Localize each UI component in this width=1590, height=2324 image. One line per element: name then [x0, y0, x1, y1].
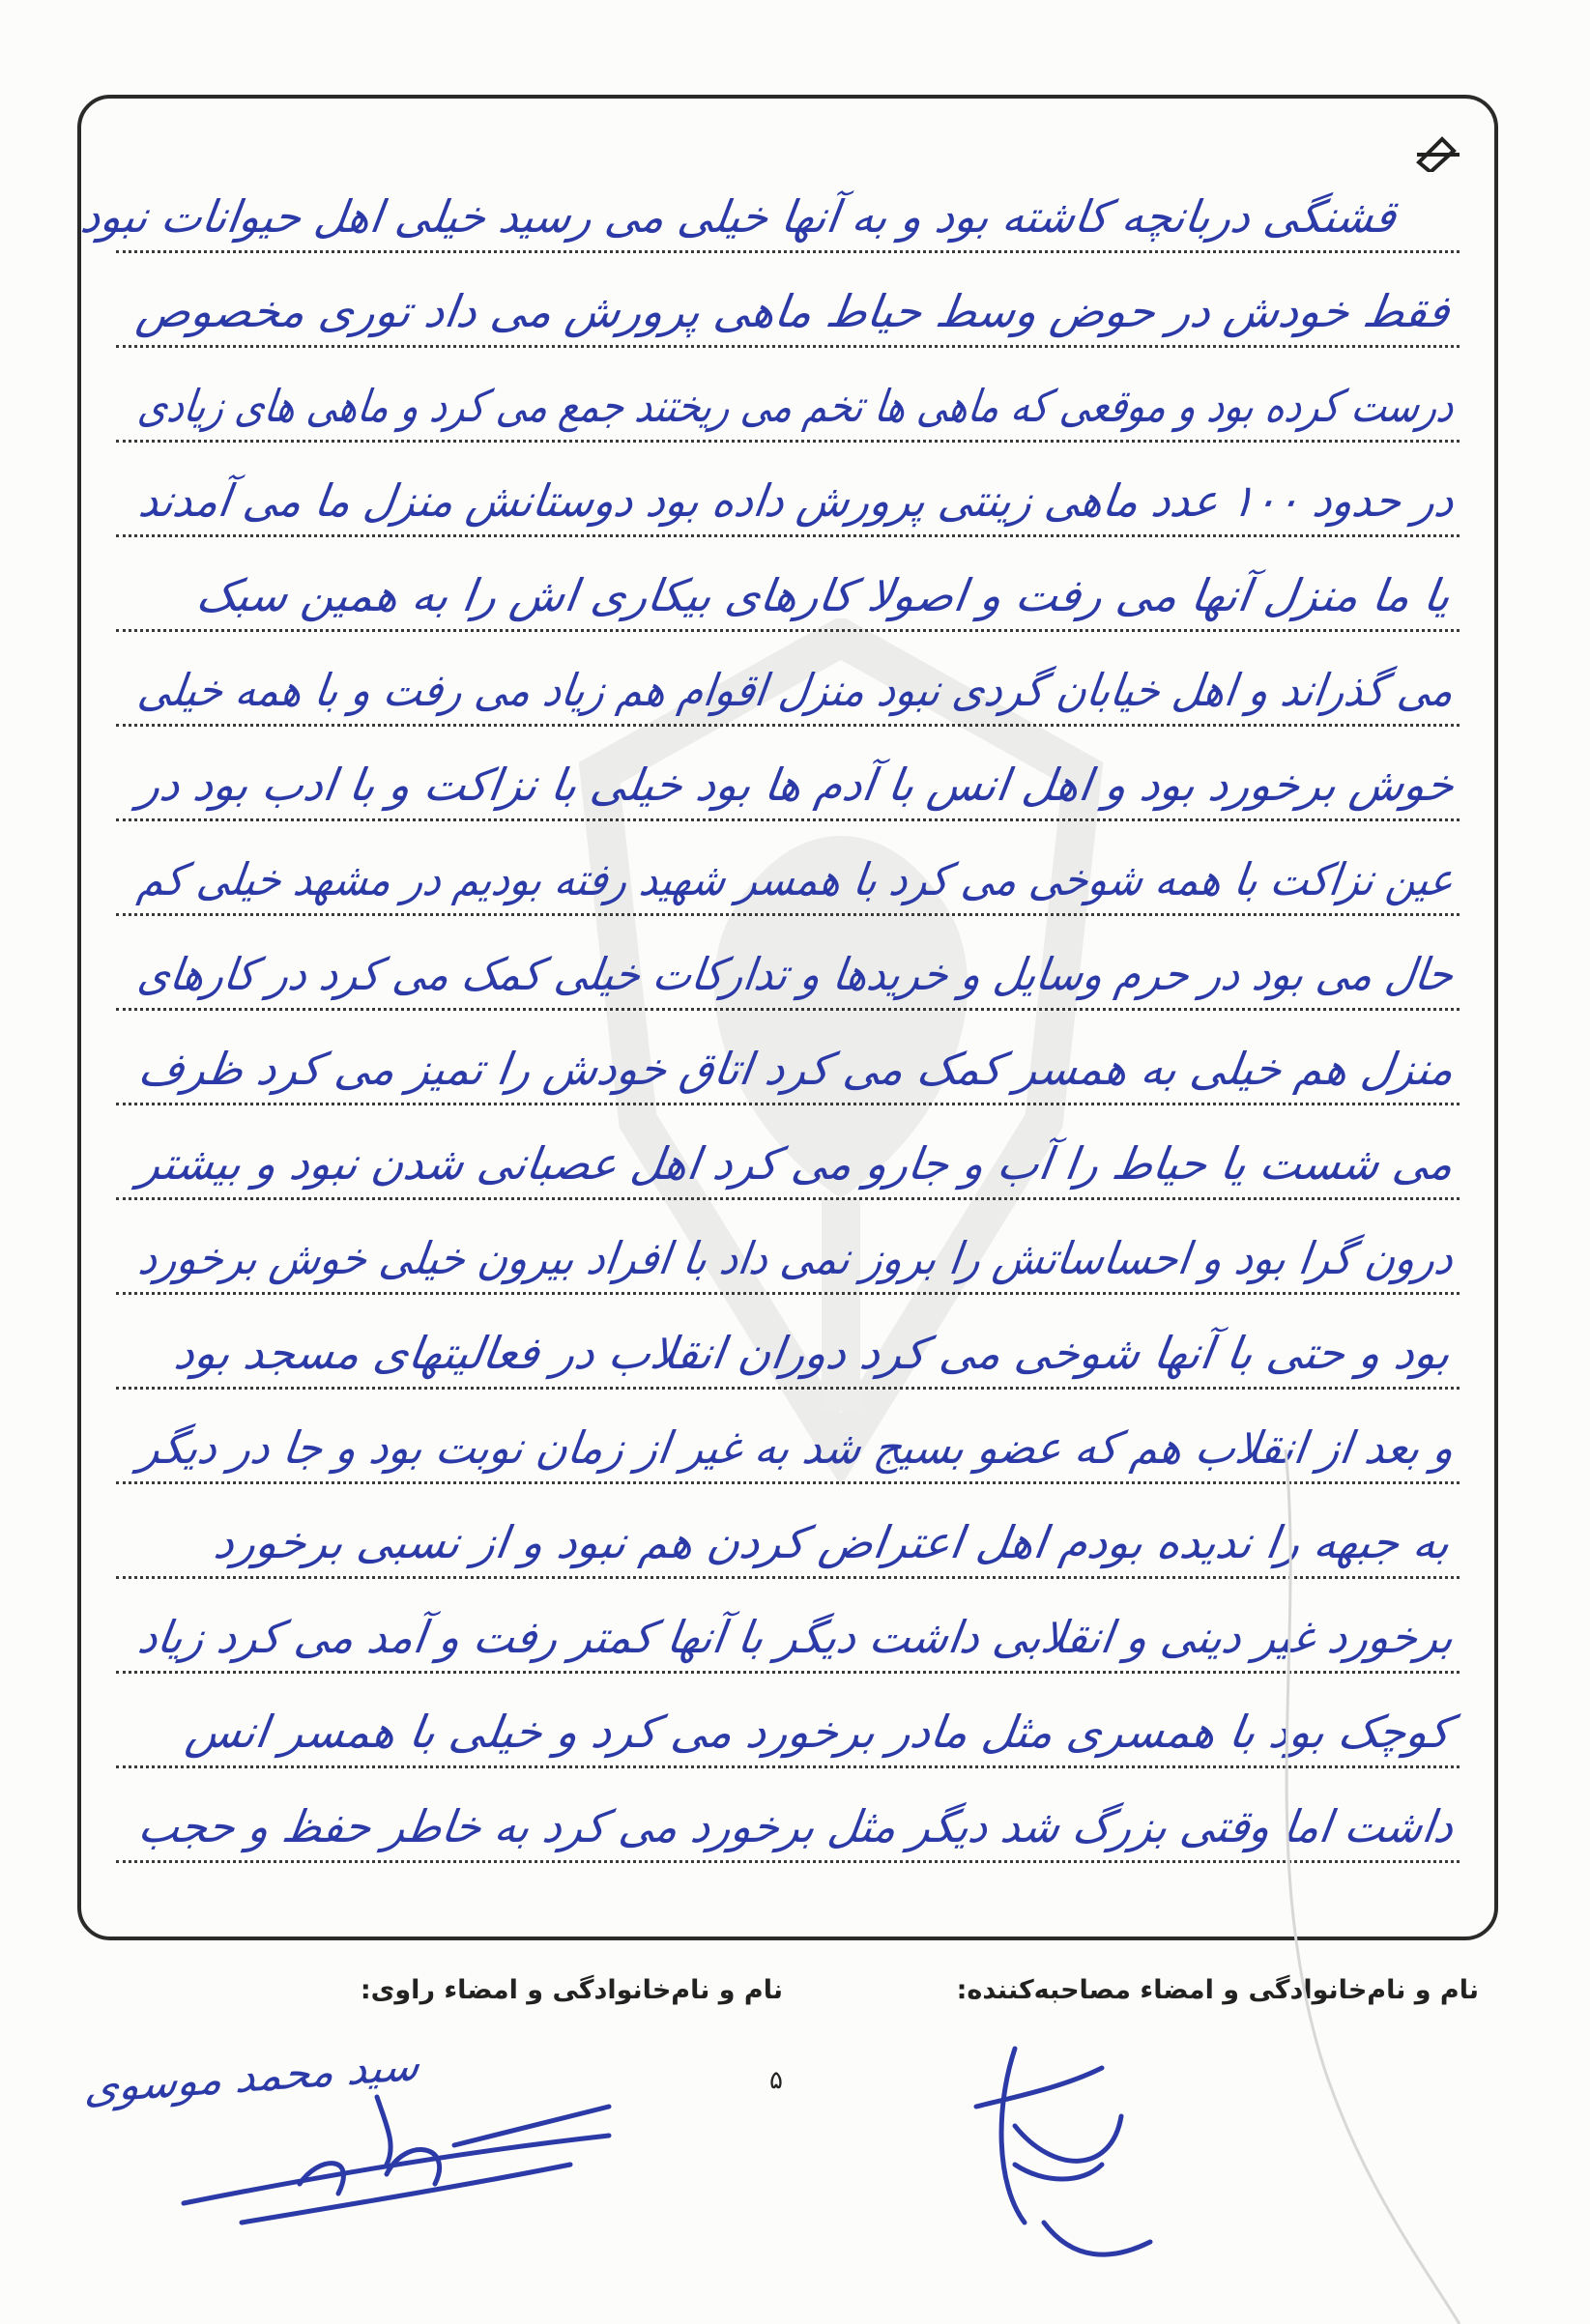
text-line — [116, 837, 1460, 916]
handwritten-line: کوچک بود با همسری مثل مادر برخورد می کرد و خیلی با همسر انس — [182, 1706, 1454, 1758]
handwritten-line: درون گرا بود و احساساتش را بروز نمی داد با افراد بیرون خیلی خوش برخورد — [135, 1232, 1458, 1284]
narrator-name-handwritten: سید محمد موسوی — [82, 2041, 422, 2113]
text-line — [116, 1026, 1460, 1105]
handwritten-line: می گذراند و اهل خیابان گردی نبود منزل اقوام هم زیاد می رفت و با همه خیلی — [134, 664, 1458, 716]
handwritten-line: به جبهه را ندیده بودم اهل اعتراض کردن هم نبود و از نسبی برخورد — [211, 1516, 1454, 1568]
text-line — [116, 363, 1460, 443]
text-line — [116, 932, 1460, 1011]
handwritten-line: منزل هم خیلی به همسر کمک می کرد اتاق خودش را تمیز می کرد ظرف — [135, 1043, 1458, 1095]
handwritten-line: داشت اما وقتی بزرگ شد دیگر مثل برخورد می کرد به خاطر حفظ و حجب — [135, 1800, 1458, 1852]
page-number: ۵ — [769, 2066, 783, 2095]
handwritten-line: قشنگی دربانچه کاشته بود و به آنها خیلی می رسید خیلی اهل حیوانات نبود — [77, 190, 1400, 243]
handwritten-line: درست کرده بود و موقعی که ماهی ها تخم می ریختند جمع می کرد و ماهی های زیادی — [134, 380, 1458, 432]
text-line — [116, 458, 1460, 537]
pen-icon — [1415, 133, 1461, 172]
text-line — [116, 647, 1460, 727]
text-line — [116, 1216, 1460, 1295]
handwritten-line: و بعد از انقلاب هم که عضو بسیج شد به غیر از زمان نوبت بود و جا در دیگر — [135, 1421, 1458, 1474]
handwritten-line: می شست یا حیاط را آب و جارو می کرد اهل عصبانی شدن نبود و بیشتر — [135, 1137, 1458, 1190]
handwritten-line: یا ما منزل آنها می رفت و اصولا کارهای بیکاری اش را به همین سبک — [193, 569, 1454, 621]
interviewer-signature — [957, 2029, 1189, 2319]
text-line — [116, 1121, 1460, 1200]
text-line — [116, 269, 1460, 348]
paper-tear-mark — [1247, 1449, 1498, 2324]
text-line — [116, 1310, 1460, 1390]
handwritten-line: برخورد غیر دینی و انقلابی داشت دیگر با آنها کمتر رفت و آمد می کرد زیاد — [134, 1611, 1458, 1663]
handwritten-line: خوش برخورد بود و اهل انس با آدم ها بود خیلی با نزاکت و با ادب بود در — [134, 759, 1458, 811]
handwritten-line: در حدود ۱۰۰ عدد ماهی زینتی پرورش داده بود دوستانش منزل ما می آمدند — [135, 474, 1458, 527]
text-line — [116, 742, 1460, 821]
handwritten-line: حال می بود در حرم وسایل و خریدها و تدارکات خیلی کمک می کرد در کارهای — [134, 948, 1458, 1000]
narrator-signature-label: نام و نام‌خانوادگی و امضاء راوی: — [360, 1975, 783, 2005]
narrator-signature — [68, 2039, 686, 2271]
handwritten-line: بود و حتی با آنها شوخی می کرد دوران انقلاب در فعالیتهای مسجد بود — [171, 1327, 1454, 1379]
text-line — [77, 174, 1460, 253]
handwritten-line: فقط خودش در حوض وسط حیاط ماهی پرورش می داد توری مخصوص — [133, 285, 1454, 337]
interviewer-signature-label: نام و نام‌خانوادگی و امضاء مصاحبه‌کننده: — [956, 1975, 1479, 2005]
text-line — [116, 553, 1460, 632]
handwritten-line: عین نزاکت با همه شوخی می کرد با همسر شهید رفته بودیم در مشهد خیلی کم — [134, 853, 1458, 905]
